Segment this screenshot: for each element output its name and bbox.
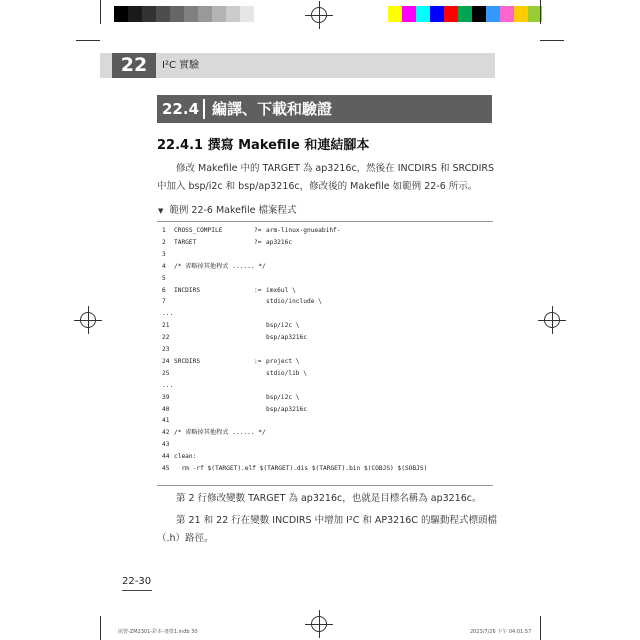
footer-left: 嵌智-ZM2301-彩本-書排1.indb 30 [118, 629, 198, 635]
code-line-value: bsp/i2c \ [266, 322, 300, 330]
body-paragraph-1 [157, 490, 497, 508]
color-swatch [430, 6, 444, 22]
grey-swatch [128, 6, 142, 22]
code-line-number: 21 [162, 322, 170, 330]
code-line-number: 5 [162, 274, 166, 282]
code-line-number: 23 [162, 346, 170, 353]
body-para-2-line-1: 第 21 和 22 行在變數 INCDIRS 中增加 I²C 和 AP3216C 的驅動程式標頭檔 [176, 515, 497, 526]
code-line-number: 25 [162, 369, 170, 377]
footer-right: 2023/7/26 下午 04:01:57 [470, 629, 532, 635]
code-line-key: /* 省略掉其他程式 ...... */ [174, 262, 266, 270]
color-swatch [444, 6, 458, 22]
color-swatch [500, 6, 514, 22]
code-line-number: 39 [162, 393, 170, 401]
code-line-key: rm -rf $(TARGET).elf $(TARGET).dis $(TARGET).bin $(COBJS) $(SOBJS) [174, 465, 428, 472]
chapter-title: I²C 實驗 [162, 60, 200, 71]
grey-swatch [184, 6, 198, 22]
section-number: 22.4 [162, 100, 200, 118]
code-line-number: 1 [162, 227, 166, 234]
code-line-key: /* 省略掉其他程式 ...... */ [174, 429, 266, 437]
page-number: 22-30 [122, 576, 152, 587]
grey-calibration-bar [114, 6, 254, 22]
grey-swatch [198, 6, 212, 22]
registration-mark-top [305, 1, 333, 29]
chapter-header-bar [100, 53, 495, 78]
grey-swatch [170, 6, 184, 22]
code-line-number: 3 [162, 250, 166, 258]
crop-mark [540, 616, 541, 640]
color-swatch [388, 6, 402, 22]
code-line-value: bsp/i2c \ [266, 393, 300, 401]
section-separator [203, 99, 205, 119]
body-paragraph-2 [157, 512, 497, 548]
color-swatch [402, 6, 416, 22]
page-number-rule [122, 590, 152, 591]
body-para-1-text: 第 2 行修改變數 TARGET 為 ap3216c，也就是目標名稱為 ap3216c。 [176, 493, 482, 504]
code-line-number: 4 [162, 262, 166, 270]
code-line-number: 24 [162, 357, 170, 365]
color-swatch [458, 6, 472, 22]
code-line-number: 44 [162, 453, 170, 461]
color-calibration-bar [388, 6, 542, 22]
grey-swatch [212, 6, 226, 22]
grey-swatch [226, 6, 240, 22]
grey-swatch [156, 6, 170, 22]
crop-mark [100, 0, 101, 24]
code-line-value: arm-linux-gnueabihf- [266, 227, 341, 234]
code-line-number: ... [162, 381, 174, 389]
code-line-number: ... [162, 310, 174, 318]
intro-line-1: 修改 Makefile 中的 TARGET 為 ap3216c，然後在 INCDIRS 和 SRCDIRS [176, 163, 495, 174]
code-line-key: INCDIRS [174, 286, 201, 294]
crop-mark [100, 616, 101, 640]
registration-mark-bottom [305, 610, 333, 638]
intro-line-2: 中加入 bsp/i2c 和 bsp/ap3216c，修改後的 Makefile 如範例 22-6 所示。 [157, 181, 478, 192]
code-line-value: bsp/ap3216c [266, 334, 307, 342]
color-swatch [472, 6, 486, 22]
code-line-value: stdio/include \ [266, 298, 322, 306]
code-line-number: 42 [162, 429, 170, 437]
code-line-key: CROSS_COMPILE [174, 227, 223, 234]
code-listing [157, 221, 493, 486]
registration-mark-left [74, 306, 102, 334]
code-line-key: TARGET [174, 238, 197, 246]
grey-swatch [142, 6, 156, 22]
grey-swatch [240, 6, 254, 22]
color-swatch [486, 6, 500, 22]
code-line-value: stdio/lib \ [266, 369, 307, 377]
code-line-number: 41 [162, 417, 170, 425]
code-line-key: SRCDIRS [174, 357, 201, 365]
code-line-number: 43 [162, 441, 170, 449]
code-line-number: 6 [162, 286, 166, 294]
color-swatch [416, 6, 430, 22]
code-line-number: 7 [162, 298, 166, 306]
code-line-number: 22 [162, 334, 170, 342]
chapter-number: 22 [112, 53, 156, 78]
code-line-number: 40 [162, 405, 170, 413]
listing-caption [158, 205, 297, 217]
body-para-2-line-2: （.h）路徑。 [157, 533, 214, 544]
code-line-operator: ?= [254, 227, 262, 234]
code-line-value: ap3216c [266, 238, 293, 246]
subsection-title: 22.4.1 撰寫 Makefile 和連結腳本 [157, 138, 370, 153]
code-line-number: 2 [162, 238, 166, 246]
code-line-number: 45 [162, 465, 170, 472]
code-line-operator: := [254, 357, 262, 365]
registration-mark-right [538, 306, 566, 334]
crop-mark [76, 40, 100, 41]
crop-mark [540, 40, 564, 41]
code-line-value: project \ [266, 357, 300, 365]
triangle-down-icon: ▼ [158, 207, 164, 215]
intro-paragraph [157, 160, 497, 196]
section-title: 編譯、下載和驗證 [212, 100, 333, 118]
grey-swatch [114, 6, 128, 22]
color-swatch [514, 6, 528, 22]
code-line-key: clean: [174, 453, 197, 461]
code-line-value: bsp/ap3216c [266, 405, 307, 413]
listing-caption-text: 範例 22-6 Makefile 檔案程式 [169, 205, 297, 216]
code-line-operator: ?= [254, 238, 262, 246]
code-line-value: imx6ul \ [266, 286, 296, 294]
crop-mark [540, 0, 541, 24]
code-line-operator: := [254, 286, 262, 294]
